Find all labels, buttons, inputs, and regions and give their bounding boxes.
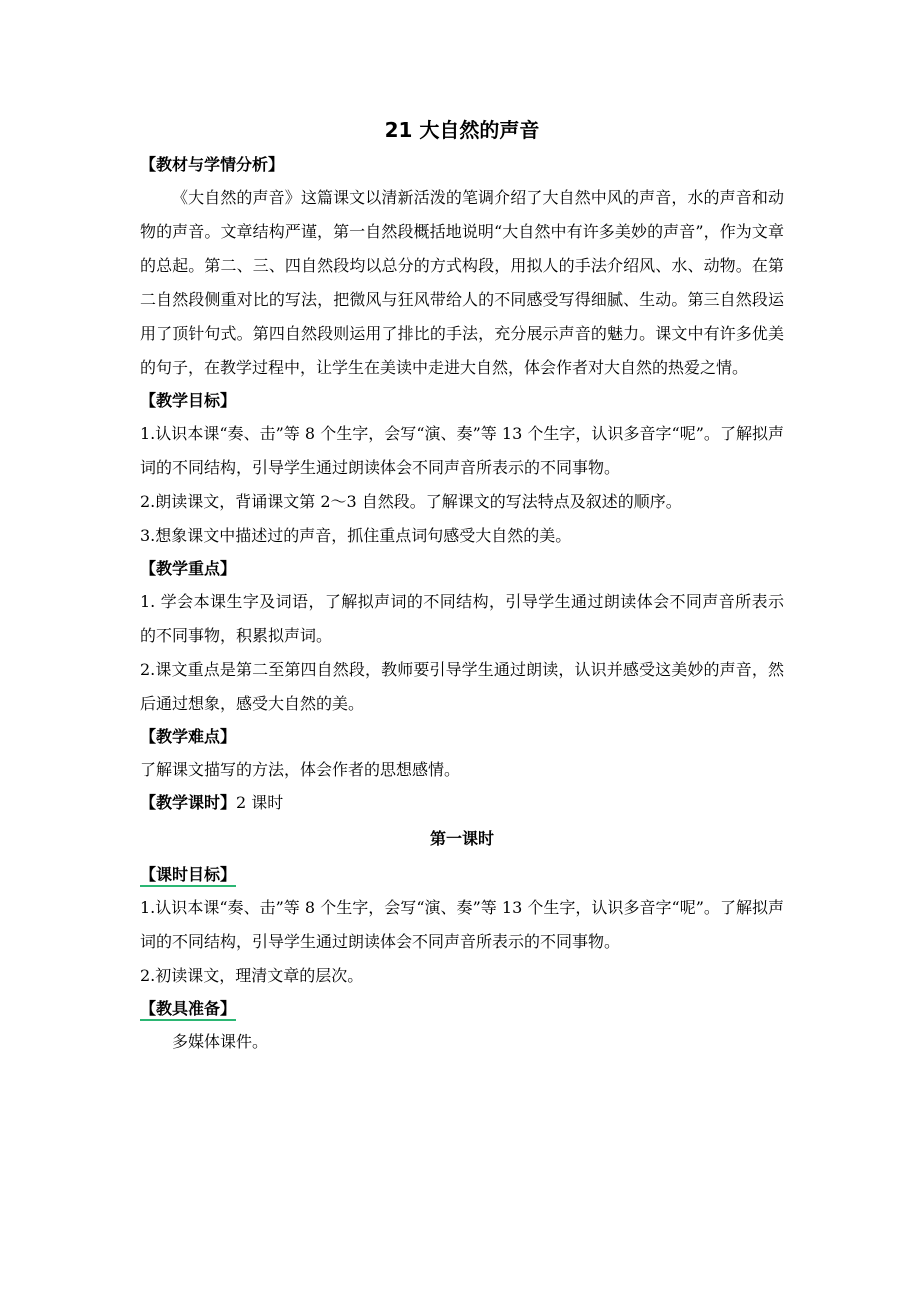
prep-heading-text: 【教具准备】: [140, 999, 236, 1021]
difficulties-heading: 【教学难点】: [140, 727, 237, 746]
lesson-goals-heading: [140, 859, 784, 891]
goals-heading: 【教学目标】: [140, 391, 237, 410]
hours-value: 2 课时: [236, 793, 284, 812]
lesson-goals-heading-text: 【课时目标】: [140, 865, 236, 887]
document-content: [140, 113, 784, 1059]
goal-item: 1.认识本课“奏、击”等 8 个生字，会写“演、奏”等 13 个生字，认识多音字“呢”。了解拟声词的不同结构，引导学生通过朗读体会不同声音所表示的不同事物。: [140, 424, 784, 477]
key-point-item: 1. 学会本课生字及词语，了解拟声词的不同结构，引导学生通过朗读体会不同声音所表示的不同事物，积累拟声词。: [140, 592, 784, 645]
goal-item: 2.朗读课文，背诵课文第 2～3 自然段。了解课文的写法特点及叙述的顺序。: [140, 492, 682, 511]
hours-heading: 【教学课时】: [140, 793, 237, 812]
lesson-goal-item: 2.初读课文，理清文章的层次。: [140, 966, 364, 985]
goal-item: 3.想象课文中描述过的声音，抓住重点词句感受大自然的美。: [140, 526, 572, 545]
hours-line: [140, 787, 784, 819]
key-points-heading: 【教学重点】: [140, 559, 237, 578]
key-point-item: 2.课文重点是第二至第四自然段，教师要引导学生通过朗读，认识并感受这美妙的声音，然后通过想象，感受大自然的美。: [140, 660, 784, 713]
prep-text: 多媒体课件。: [172, 1032, 269, 1051]
prep-heading: [140, 993, 784, 1025]
analysis-heading: 【教材与学情分析】: [140, 155, 285, 174]
lesson-subtitle: 第一课时: [429, 829, 494, 848]
lesson-goal-item: 1.认识本课“奏、击”等 8 个生字，会写“演、奏”等 13 个生字，认识多音字“呢”。了解拟声词的不同结构，引导学生通过朗读体会不同声音所表示的不同事物。: [140, 898, 784, 951]
analysis-paragraph: 《大自然的声音》这篇课文以清新活泼的笔调介绍了大自然中风的声音，水的声音和动物的声音。文章结构严谨，第一自然段概括地说明“大自然中有许多美妙的声音”，作为文章的总起。第二、三、四自然段均以总分的方式构段，用拟人的手法介绍风、水、动物。在第二自然段侧重对比的写法，把微风与狂风带给人的不同感受写得细腻、生动。第三自然段运用了顶针句式。第四自然段则运用了排比的手法，充分展示声音的魅力。课文中有许多优美的句子，在教学过程中，让学生在美读中走进大自然，体会作者对大自然的热爱之情。: [140, 188, 784, 377]
page-title: 21 大自然的声音: [384, 118, 540, 142]
difficulties-text: 了解课文描写的方法，体会作者的思想感情。: [140, 760, 461, 779]
